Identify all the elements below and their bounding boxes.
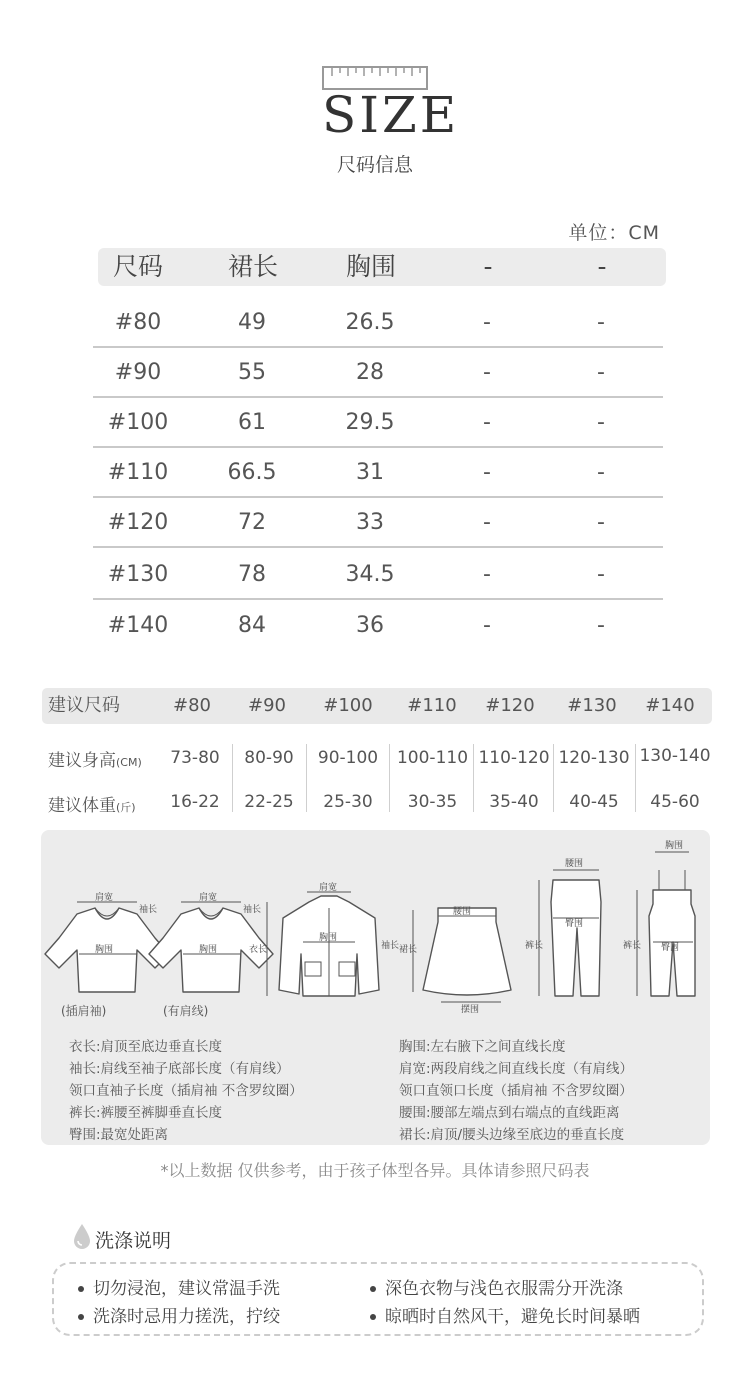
table-cell: #80 [114,310,162,335]
table-row [93,601,663,651]
list-item: 洗涤时忌用力搓洗，拧绞 [78,1302,280,1327]
table-cell: - [597,360,605,385]
table-cell: - [597,510,605,535]
note-line: 衣长:肩顶至底边垂直长度 [69,1039,223,1055]
weight-value: 35-40 [489,792,539,812]
recommend-header [42,688,712,724]
table-cell: #140 [107,613,169,638]
height-value: 110-120 [478,748,550,768]
table-cell: 31 [356,460,384,485]
water-drop-icon [72,1222,92,1250]
table-cell: 66.5 [227,460,277,485]
table-cell: - [597,562,605,587]
waist-label: 腰围 [565,859,584,869]
length-label: 衣长 [249,945,268,955]
table-cell: - [597,460,605,485]
header-cell: - [483,252,493,281]
wash-instructions [52,1262,704,1336]
table-cell: 36 [356,613,384,638]
table-cell: 61 [238,410,266,435]
hip-label: 臀围 [661,943,680,953]
column-divider [306,744,307,812]
header-cell: 胸围 [345,252,396,281]
header-cell: 裙长 [227,252,278,281]
size-label: #110 [407,695,457,716]
height-value: 80-90 [244,748,294,768]
table-cell: - [483,410,491,435]
table-cell: #130 [107,562,169,587]
row-divider [93,546,663,548]
size-label: #120 [485,695,535,716]
table-cell: - [483,360,491,385]
table-cell: - [597,310,605,335]
table-cell: - [483,310,491,335]
tee2-caption: (有肩线) [163,1004,209,1018]
column-divider [232,744,233,812]
table-row [93,448,663,498]
size-label: #130 [567,695,617,716]
table-cell: 29.5 [345,410,395,435]
table-cell: 72 [238,510,266,535]
table-cell: 55 [238,360,266,385]
shoulder-label: 肩宽 [199,893,218,903]
weight-value: 30-35 [407,792,458,812]
note-line: 裙长:肩顶/腰头边缘至底边的垂直长度 [399,1127,625,1143]
height-value: 73-80 [170,748,220,768]
page-title: SIZE [322,86,460,144]
table-cell: #110 [107,460,169,485]
note-line: 腰围:腰部左端点到右端点的直线距离 [399,1105,620,1121]
weight-value: 40-45 [569,792,619,812]
disclaimer-note: *以上数据 仅供参考，由于孩子体型各异。具体请参照尺码表 [160,1161,590,1180]
sleeve-label: 袖长 [381,941,400,951]
pants-length-label: 裤长 [623,941,642,951]
table-cell: 84 [238,613,266,638]
skirt-icon [423,908,511,995]
header-cell: 尺码 [112,252,163,281]
table-row [93,550,663,600]
note-line: 裤长:裤腰至裤脚垂直长度 [69,1105,223,1121]
table-cell: - [597,613,605,638]
height-value: 130-140 [639,746,711,766]
wash-title: 洗涤说明 [95,1230,172,1252]
tee1-caption: (插肩袖) [61,1004,107,1018]
table-cell: 33 [356,510,384,535]
size-label: #100 [323,695,373,716]
column-divider [635,744,636,812]
list-item: 深色衣物与浅色衣服需分开洗涤 [370,1274,623,1299]
table-cell: 28 [356,360,384,385]
shoulder-label: 肩宽 [319,883,338,893]
height-value: 90-100 [317,748,379,768]
skirt-length-label: 裙长 [399,945,418,955]
note-line: 胸围:左右腋下之间直线长度 [399,1039,566,1055]
size-table-header [98,248,666,286]
pants-icon [551,880,601,996]
sleeve-label: 袖长 [243,905,262,915]
weight-label: 建议体重(斤) [48,796,136,816]
table-cell: 34.5 [345,562,395,587]
weight-value: 16-22 [170,792,220,812]
table-cell: - [483,460,491,485]
note-line: 臀围:最宽处距离 [69,1127,169,1143]
hem-label: 摆围 [461,1005,480,1015]
table-row [93,498,663,548]
note-line: 袖长:肩线至袖子底部长度（有肩线） [69,1061,290,1077]
table-cell: 26.5 [345,310,395,335]
table-cell: - [597,410,605,435]
chest-label: 胸围 [319,933,338,943]
column-divider [389,744,390,812]
table-cell: - [483,613,491,638]
garment-illustrations [41,830,710,1030]
list-item: 切勿浸泡，建议常温手洗 [78,1274,280,1299]
weight-value: 22-25 [244,792,294,812]
measurement-diagram [41,830,710,1145]
note-line: 领口直袖子长度（插肩袖 不含罗纹圈） [69,1083,303,1099]
size-label: #140 [645,695,695,716]
height-value: 100-110 [396,748,469,768]
page-subtitle: 尺码信息 [336,154,413,176]
shoulder-label: 肩宽 [95,893,114,903]
table-cell: #90 [114,360,162,385]
table-cell: #100 [107,410,169,435]
size-label: #90 [248,695,286,716]
size-label: #80 [173,695,211,716]
sleeve-label: 袖长 [139,905,158,915]
note-line: 肩宽:两段肩线之间直线长度（有肩线） [399,1061,634,1077]
table-cell: #120 [107,510,169,535]
height-label: 建议身高(CM) [48,751,142,771]
row-divider [93,598,663,600]
table-row [93,298,663,348]
header-cell: - [597,252,607,281]
hip-label: 臀围 [565,919,584,929]
chest-label: 胸围 [95,945,114,955]
table-cell: 49 [238,310,266,335]
height-value: 120-130 [558,748,630,768]
table-cell: - [483,562,491,587]
weight-value: 45-60 [650,792,700,812]
chest-label: 胸围 [665,841,684,851]
waist-label: 腰围 [453,907,472,917]
column-divider [473,744,474,812]
table-cell: 78 [238,562,266,587]
table-row [93,398,663,448]
table-row [93,348,663,398]
list-item: 晾晒时自然风干，避免长时间暴晒 [370,1302,640,1327]
unit-label: 单位：CM [568,222,660,244]
note-line: 领口直领口长度（插肩袖 不含罗纹圈） [399,1083,633,1099]
chest-label: 胸围 [199,945,218,955]
pants-length-label: 裤长 [525,941,544,951]
recommend-header-label: 建议尺码 [48,695,120,716]
column-divider [553,744,554,812]
weight-value: 25-30 [323,792,373,812]
table-cell: - [483,510,491,535]
